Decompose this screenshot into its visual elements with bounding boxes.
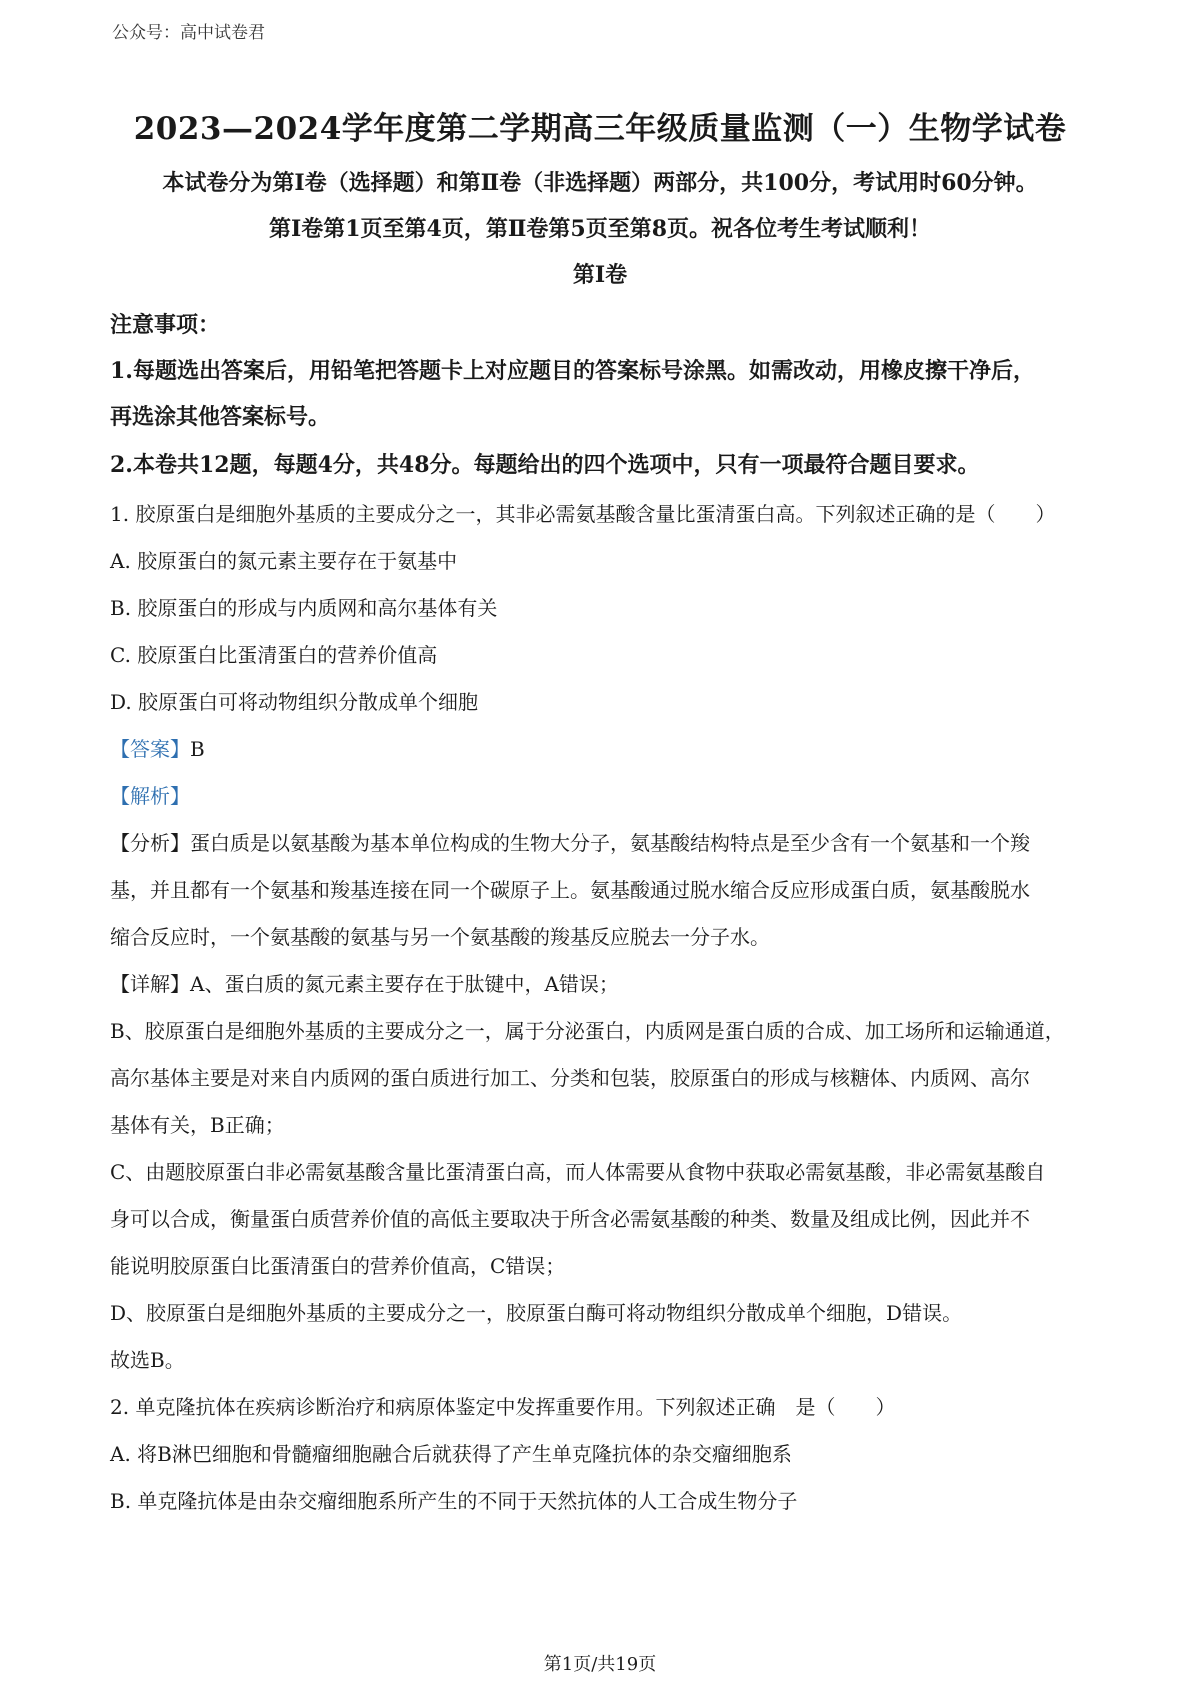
question-1-detail-line2: B、胶原蛋白是细胞外基质的主要成分之一，属于分泌蛋白，内质网是蛋白质的合成、加工场所和运输通道，: [110, 1019, 1065, 1043]
question-1-detail-line4: 基体有关，B正确；: [110, 1113, 285, 1137]
question-1-detail-line3: 高尔基体主要是对来自内质网的蛋白质进行加工、分类和包装，胶原蛋白的形成与核糖体、内质网、高尔: [110, 1066, 1030, 1090]
question-1-detail-line7: 能说明胶原蛋白比蛋清蛋白的营养价值高，C错误；: [110, 1254, 566, 1278]
question-1-option-a: A. 胶原蛋白的氮元素主要存在于氨基中: [110, 549, 458, 573]
question-1-option-b: B. 胶原蛋白的形成与内质网和高尔基体有关: [110, 596, 498, 620]
answer-tag: 【答案】: [110, 737, 190, 761]
question-1-answer: [110, 733, 1100, 762]
question-1-detail-line1: 【详解】A、蛋白质的氮元素主要存在于肽键中，A错误；: [110, 972, 619, 996]
exam-title: 2023—2024学年度第二学期高三年级质量监测（一）生物学试卷: [133, 111, 1067, 147]
question-1-conclusion: 故选B。: [110, 1348, 185, 1372]
question-1-detail-line6: 身可以合成，衡量蛋白质营养价值的高低主要取决于所含必需氨基酸的种类、数量及组成比例，因此并不: [110, 1207, 1030, 1231]
question-2-option-a: A. 将B淋巴细胞和骨髓瘤细胞融合后就获得了产生单克隆抗体的杂交瘤细胞系: [110, 1442, 792, 1466]
note1-line2: 再选涂其他答案标号。: [110, 404, 331, 430]
section-title: 第Ⅰ卷: [572, 262, 628, 288]
notes-heading: 注意事项：: [110, 312, 221, 338]
note2: 2.本卷共12题，每题4分，共48分。每题给出的四个选项中，只有一项最符合题目要求。: [110, 452, 980, 478]
question-1-analysis-tag: 【解析】: [110, 784, 190, 808]
source-note: 公众号：高中试卷君: [112, 23, 265, 43]
question-2-option-b: B. 单克隆抗体是由杂交瘤细胞系所产生的不同于天然抗体的人工合成生物分子: [110, 1489, 798, 1513]
page-number: 第1页/共19页: [543, 1654, 657, 1675]
exam-intro-line1: 本试卷分为第Ⅰ卷（选择题）和第Ⅱ卷（非选择题）两部分，共100分，考试用时60分钟。: [162, 170, 1038, 196]
question-1-analysis-line1: 【分析】蛋白质是以氨基酸为基本单位构成的生物大分子，氨基酸结构特点是至少含有一个氨基和一个羧: [110, 831, 1030, 855]
question-2-stem: 2. 单克隆抗体在疾病诊断治疗和病原体鉴定中发挥重要作用。下列叙述正确 是（ ）: [110, 1395, 896, 1419]
question-1-analysis-line3: 缩合反应时，一个氨基酸的氨基与另一个氨基酸的羧基反应脱去一分子水。: [110, 925, 770, 949]
question-1-detail-line8: D、胶原蛋白是细胞外基质的主要成分之一，胶原蛋白酶可将动物组织分散成单个细胞，D错误。: [110, 1301, 963, 1325]
question-1-analysis-line2: 基，并且都有一个氨基和羧基连接在同一个碳原子上。氨基酸通过脱水缩合反应形成蛋白质，氨基酸脱水: [110, 878, 1030, 902]
question-1-detail-line5: C、由题胶原蛋白非必需氨基酸含量比蛋清蛋白高，而人体需要从食物中获取必需氨基酸，非必需氨基酸自: [110, 1160, 1046, 1184]
note1-line1: 1.每题选出答案后，用铅笔把答题卡上对应题目的答案标号涂黑。如需改动，用橡皮擦干净后，: [110, 358, 1035, 384]
exam-intro-line2: 第Ⅰ卷第1页至第4页，第Ⅱ卷第5页至第8页。祝各位考生考试顺利！: [268, 216, 932, 242]
question-1-stem: 1. 胶原蛋白是细胞外基质的主要成分之一，其非必需氨基酸含量比蛋清蛋白高。下列叙述正确的是（ ）: [110, 502, 1056, 526]
question-1-option-d: D. 胶原蛋白可将动物组织分散成单个细胞: [110, 690, 479, 714]
question-1-option-c: C. 胶原蛋白比蛋清蛋白的营养价值高: [110, 643, 438, 667]
answer-value: B: [190, 737, 205, 761]
